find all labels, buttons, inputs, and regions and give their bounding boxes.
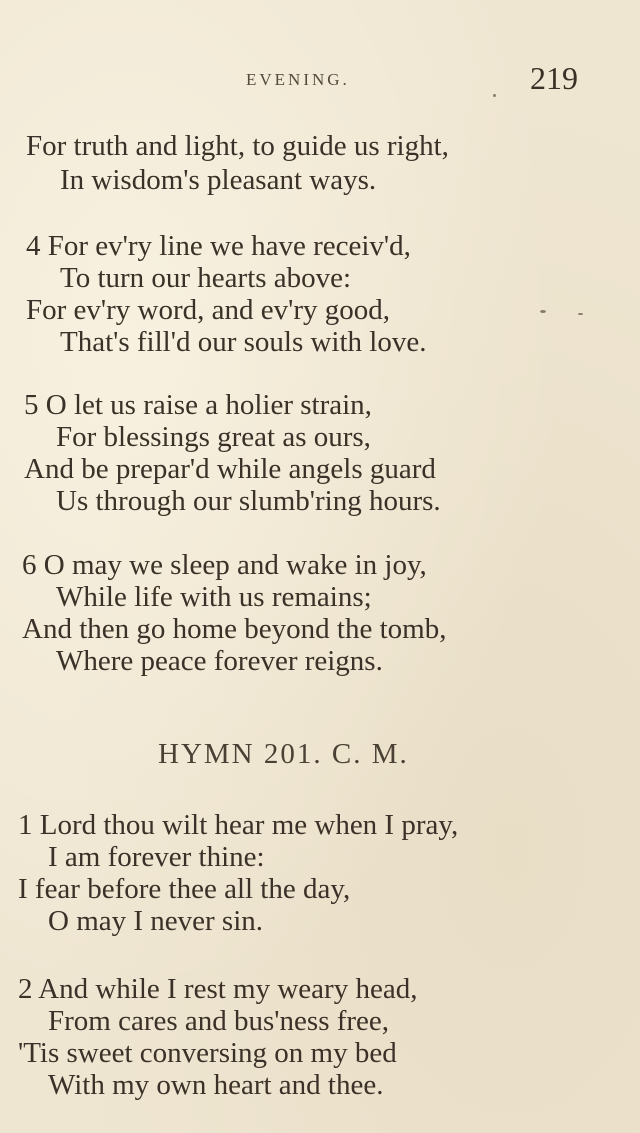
- page-number: 219: [530, 60, 578, 96]
- verse-line: For truth and light, to guide us right,: [26, 130, 449, 162]
- verse-line: Where peace forever reigns.: [56, 645, 383, 677]
- verse-line: While life with us remains;: [56, 581, 372, 613]
- verse-line: 6 O may we sleep and wake in joy,: [22, 549, 427, 581]
- verse-line: O may I never sin.: [48, 905, 264, 937]
- paper-speck: [578, 313, 583, 315]
- verse-line: To turn our hearts above:: [60, 262, 352, 294]
- running-title: EVENING.: [246, 70, 350, 89]
- verse-line: With my own heart and thee.: [48, 1069, 384, 1101]
- verse-line: Us through our slumb'ring hours.: [56, 485, 441, 517]
- hymn-title: HYMN 201. C. M.: [158, 738, 409, 770]
- verse-line: And then go home beyond the tomb,: [22, 613, 447, 645]
- verse-line: 1 Lord thou wilt hear me when I pray,: [18, 809, 459, 841]
- verse-line: For ev'ry word, and ev'ry good,: [26, 294, 391, 326]
- verse-line: 'Tis sweet conversing on my bed: [18, 1037, 397, 1069]
- verse-line: I am forever thine:: [48, 841, 265, 873]
- verse-line: 4 For ev'ry line we have receiv'd,: [26, 230, 411, 262]
- verse-line: And be prepar'd while angels guard: [24, 453, 436, 485]
- paper-speck: [540, 310, 546, 313]
- verse-line: That's fill'd our souls with love.: [60, 326, 427, 358]
- paper-speck: [493, 94, 496, 97]
- verse-line: In wisdom's pleasant ways.: [60, 164, 377, 196]
- verse-line: 5 O let us raise a holier strain,: [24, 389, 372, 421]
- verse-line: I fear before thee all the day,: [18, 873, 351, 905]
- verse-line: 2 And while I rest my weary head,: [18, 973, 418, 1005]
- verse-line: From cares and bus'ness free,: [48, 1005, 390, 1037]
- verse-line: For blessings great as ours,: [56, 421, 371, 453]
